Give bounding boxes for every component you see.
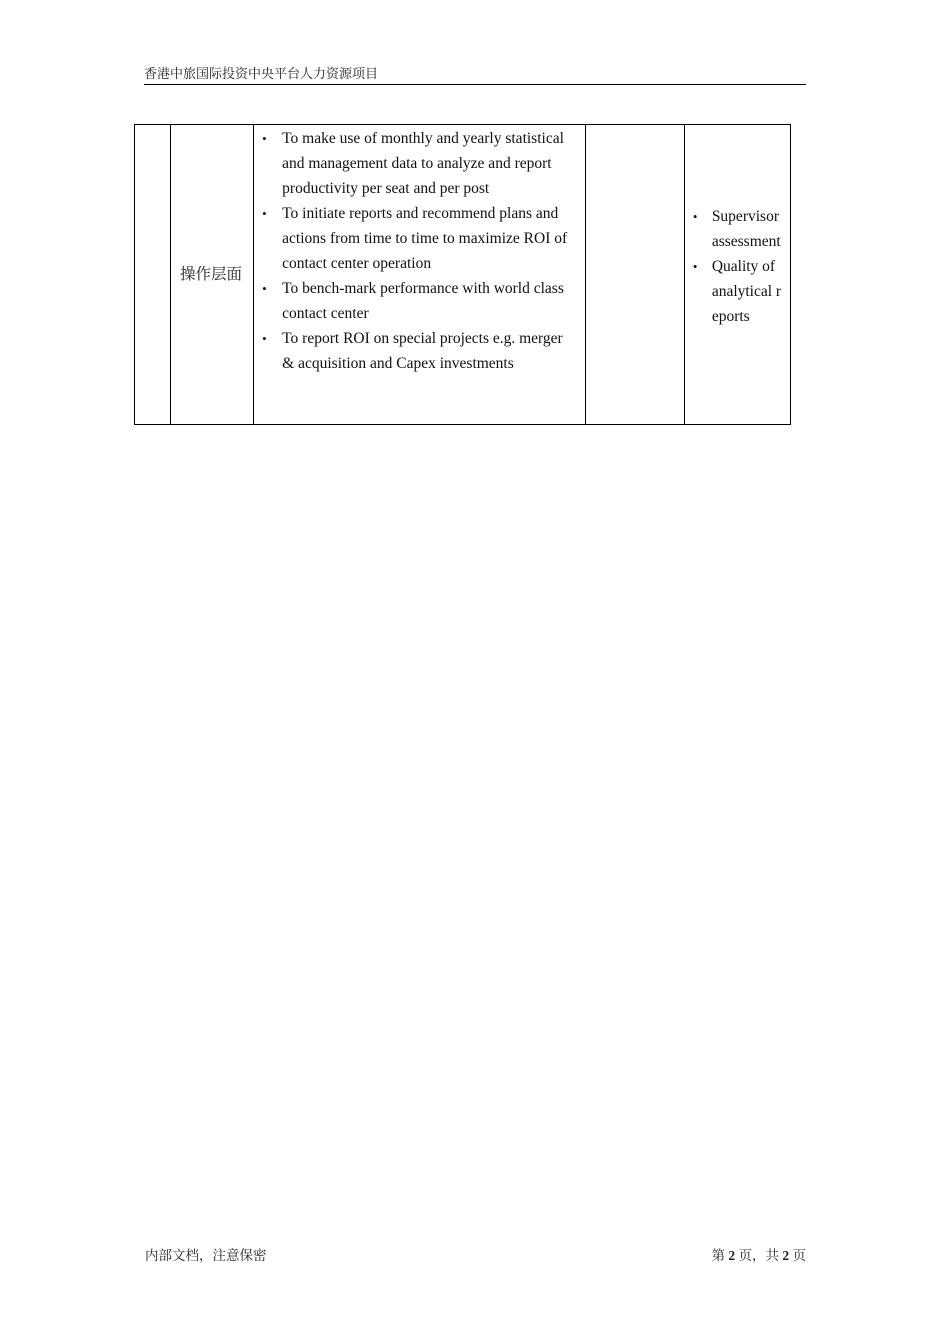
kpi-text: Supervisor assessment (711, 208, 781, 250)
kpi-cell (684, 125, 790, 425)
page-current: 2 (728, 1248, 736, 1263)
bullet-icon: • (262, 281, 267, 296)
tasks-cell (254, 125, 586, 425)
bullet-icon: • (262, 331, 267, 346)
page-middle: 页，共 (738, 1248, 779, 1263)
kpi-text: Quality of analytical reports (711, 258, 782, 325)
responsibility-table (134, 124, 791, 425)
table-row (135, 125, 791, 425)
task-list (259, 126, 575, 376)
number-cell (135, 125, 171, 425)
list-item (259, 276, 575, 326)
list-item (259, 201, 575, 276)
bullet-icon: • (692, 209, 698, 224)
level-cell: 操作层面 (171, 125, 254, 425)
page-number (712, 1247, 807, 1265)
task-text: To make use of monthly and yearly statistical and management data to analyze and report productivity per seat and per post (282, 130, 564, 197)
page-header (144, 66, 806, 85)
bullet-icon: • (262, 206, 267, 221)
page-total: 2 (782, 1248, 790, 1263)
task-text: To report ROI on special projects e.g. merger & acquisition and Capex investments (282, 330, 563, 372)
bullet-icon: • (692, 259, 698, 274)
task-text: To bench-mark performance with world class contact center (282, 280, 564, 322)
list-item (691, 204, 784, 254)
page-suffix: 页 (792, 1248, 806, 1263)
task-text: To initiate reports and recommend plans and actions from time to time to maximize ROI of contact center operation (282, 205, 568, 272)
page-prefix: 第 (711, 1248, 725, 1263)
bullet-icon: • (262, 131, 267, 146)
confidentiality-note: 内部文档，注意保密 (145, 1248, 267, 1263)
kpi-list (691, 204, 784, 329)
list-item (691, 254, 784, 329)
list-item (259, 326, 575, 376)
header-title: 香港中旅国际投资中央平台人力资源项目 (144, 66, 379, 81)
blank-cell (585, 125, 684, 425)
list-item (259, 126, 575, 201)
